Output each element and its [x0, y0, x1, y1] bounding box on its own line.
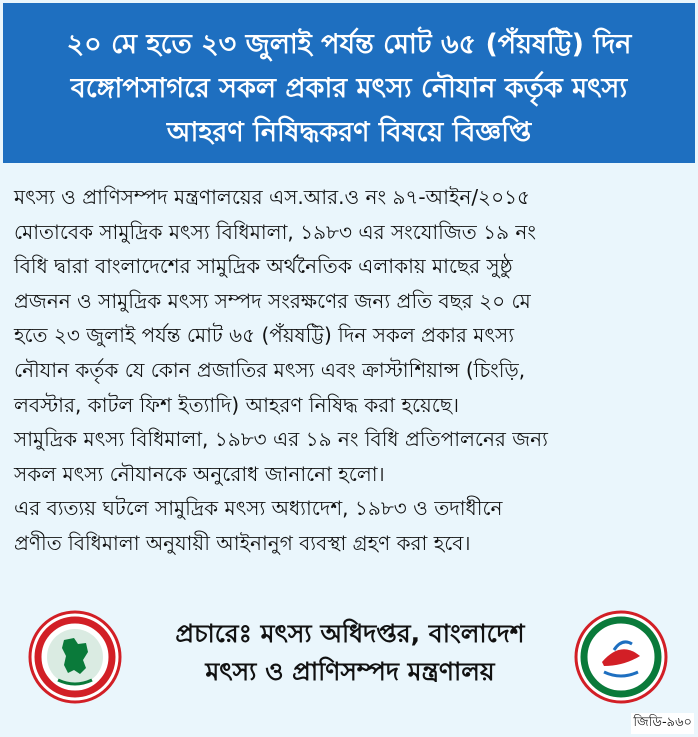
body-line: লবস্টার, কাটল ফিশ ইত্যাদি) আহরণ নিষিদ্ধ করা হয়েছে। — [14, 392, 460, 417]
body-line: সকল মৎস্য নৌযানকে অনুরোধ জানানো হলো। — [14, 461, 385, 486]
notice-body — [14, 180, 686, 561]
body-line: হতে ২৩ জুলাই পর্যন্ত মোট ৬৫ (পঁয়ষট্টি) দিন সকল প্রকার মৎস্য — [14, 323, 515, 348]
fisheries-department-logo-icon — [574, 610, 668, 704]
header-line-3: আহরণ নিষিদ্ধকরণ বিষয়ে বিজ্ঞপ্তি — [166, 117, 532, 148]
publisher-line-1: প্রচারেঃ মৎস্য অধিদপ্তর, বাংলাদেশ — [175, 619, 525, 648]
publisher-credit — [130, 615, 570, 691]
body-line: এর ব্যত্যয় ঘটলে সামুদ্রিক মৎস্য অধ্যাদেশ, ১৯৮৩ ও তদাধীনে — [14, 496, 503, 521]
advertisement-code: জিডি-৯৬০ — [631, 713, 694, 734]
body-line: মৎস্য ও প্রাণিসম্পদ মন্ত্রণালয়ের এস.আর.ও নং ৯৭-আইন/২০১৫ — [14, 185, 531, 209]
body-line: মোতাবেক সামুদ্রিক মৎস্য বিধিমালা, ১৯৮৩ এর সংযোজিত ১৯ নং — [14, 219, 536, 244]
body-line: বিধি দ্বারা বাংলাদেশের সামুদ্রিক অর্থনৈতিক এলাকায় মাছের সুষ্ঠু — [14, 254, 513, 279]
notice-header — [3, 3, 695, 163]
body-line: প্রজনন ও সামুদ্রিক মৎস্য সম্পদ সংরক্ষণের জন্য প্রতি বছর ২০ মে — [14, 288, 531, 313]
publisher-line-2: মৎস্য ও প্রাণিসম্পদ মন্ত্রণালয় — [205, 657, 495, 686]
header-line-1: ২০ মে হতে ২৩ জুলাই পর্যন্ত মোট ৬৫ (পঁয়ষট্টি) দিন — [66, 29, 632, 60]
header-line-2: বঙ্গোপসাগরে সকল প্রকার মৎস্য নৌযান কর্তৃক মৎস্য — [70, 73, 628, 104]
body-line: নৌযান কর্তৃক যে কোন প্রজাতির মৎস্য এবং ক্রাস্টাশিয়ান্স (চিংড়ি, — [14, 357, 526, 382]
body-line: প্রণীত বিধিমালা অনুযায়ী আইনানুগ ব্যবস্থা গ্রহণ করা হবে। — [14, 530, 471, 555]
body-line: সামুদ্রিক মৎস্য বিধিমালা, ১৯৮৩ এর ১৯ নং বিধি প্রতিপালনের জন্য — [14, 427, 548, 452]
government-seal-icon — [28, 610, 122, 704]
